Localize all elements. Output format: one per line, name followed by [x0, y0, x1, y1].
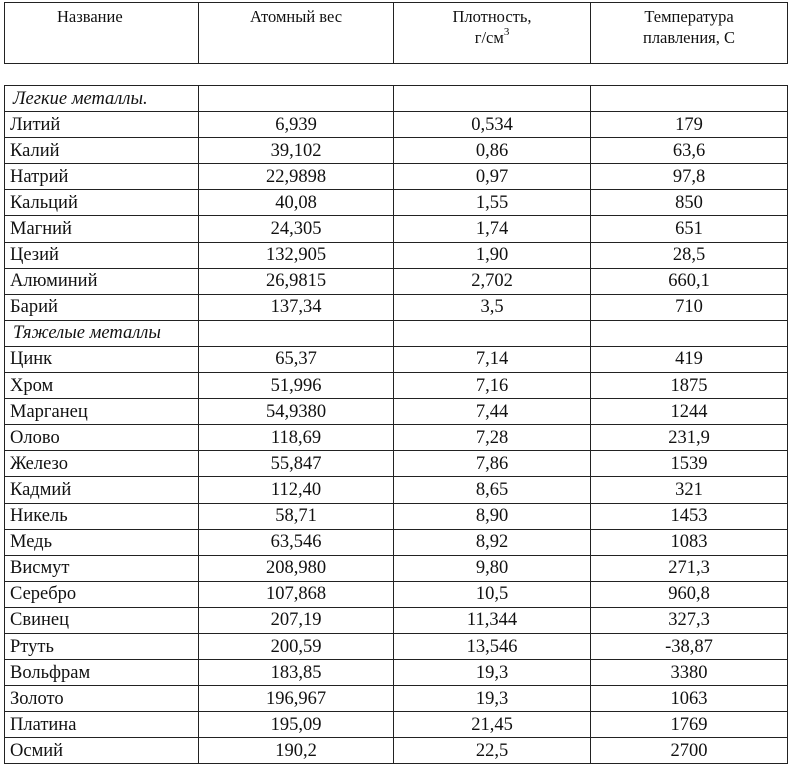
cell-melting: 179 [591, 112, 788, 138]
table-row [5, 529, 788, 555]
cell-density: 2,702 [394, 268, 591, 294]
cell-density: 1,90 [394, 242, 591, 268]
table-header [4, 2, 788, 64]
cell-density: 9,80 [394, 555, 591, 581]
cell-name: Кальций [5, 190, 199, 216]
cell-density: 7,16 [394, 373, 591, 399]
cell-weight: 190,2 [199, 738, 394, 764]
cell-name: Золото [5, 686, 199, 712]
cell-density: 8,90 [394, 503, 591, 529]
cell-weight: 132,905 [199, 242, 394, 268]
cell-density: 22,5 [394, 738, 591, 764]
table-row [5, 138, 788, 164]
cell-melting: 1539 [591, 451, 788, 477]
cell-weight: 183,85 [199, 660, 394, 686]
cell-name: Железо [5, 451, 199, 477]
header-name-label: Название [57, 7, 123, 26]
header-name [5, 3, 199, 64]
cell-melting: 1875 [591, 373, 788, 399]
cell-density: 0,86 [394, 138, 591, 164]
cell-density: 8,92 [394, 529, 591, 555]
cell-weight: 58,71 [199, 503, 394, 529]
metals-table-body [5, 86, 788, 764]
cell-weight: 39,102 [199, 138, 394, 164]
cell-name: Натрий [5, 164, 199, 190]
cell-melting: 271,3 [591, 555, 788, 581]
cell-weight: 137,34 [199, 294, 394, 320]
cell-density: 21,45 [394, 712, 591, 738]
empty-cell [199, 320, 394, 346]
cell-name: Свинец [5, 607, 199, 633]
table-row [5, 503, 788, 529]
cell-density: 11,344 [394, 607, 591, 633]
cell-weight: 112,40 [199, 477, 394, 503]
empty-cell [591, 320, 788, 346]
cell-density: 3,5 [394, 294, 591, 320]
cell-melting: 2700 [591, 738, 788, 764]
cell-density: 19,3 [394, 660, 591, 686]
table-row [5, 425, 788, 451]
cell-weight: 200,59 [199, 633, 394, 659]
cell-density: 7,44 [394, 399, 591, 425]
cell-density: 7,86 [394, 451, 591, 477]
cell-name: Висмут [5, 555, 199, 581]
cell-melting: 327,3 [591, 607, 788, 633]
cell-density: 1,55 [394, 190, 591, 216]
cell-melting: 419 [591, 346, 788, 372]
cell-melting: 651 [591, 216, 788, 242]
table-row [5, 268, 788, 294]
section-row [5, 320, 788, 346]
table-row [5, 581, 788, 607]
table-row [5, 555, 788, 581]
table-row [5, 112, 788, 138]
cell-density: 7,28 [394, 425, 591, 451]
cell-name: Калий [5, 138, 199, 164]
empty-cell [199, 86, 394, 112]
cell-melting: 3380 [591, 660, 788, 686]
header-melting [591, 3, 788, 64]
cell-name: Вольфрам [5, 660, 199, 686]
cell-weight: 65,37 [199, 346, 394, 372]
cell-melting: 28,5 [591, 242, 788, 268]
header-density-sup: 3 [503, 25, 510, 38]
cell-melting: 1769 [591, 712, 788, 738]
cell-density: 7,14 [394, 346, 591, 372]
cell-density: 13,546 [394, 633, 591, 659]
cell-density: 0,534 [394, 112, 591, 138]
cell-name: Цезий [5, 242, 199, 268]
header-row [5, 3, 788, 64]
table-row [5, 164, 788, 190]
header-density [394, 3, 591, 64]
cell-weight: 55,847 [199, 451, 394, 477]
cell-weight: 54,9380 [199, 399, 394, 425]
header-melting-line2: плавления, С [642, 28, 736, 47]
section-row [5, 86, 788, 112]
cell-melting: 1453 [591, 503, 788, 529]
cell-weight: 26,9815 [199, 268, 394, 294]
cell-weight: 195,09 [199, 712, 394, 738]
table-row [5, 373, 788, 399]
cell-melting: 660,1 [591, 268, 788, 294]
cell-name: Никель [5, 503, 199, 529]
cell-name: Медь [5, 529, 199, 555]
cell-weight: 51,996 [199, 373, 394, 399]
header-atomic-weight [199, 3, 394, 64]
cell-name: Осмий [5, 738, 199, 764]
cell-density: 8,65 [394, 477, 591, 503]
cell-name: Цинк [5, 346, 199, 372]
header-density-line2 [394, 27, 590, 48]
header-atomic-weight-label: Атомный вес [249, 7, 343, 26]
section-title: Легкие металлы. [5, 86, 199, 112]
section-title: Тяжелые металлы [5, 320, 199, 346]
table-row [5, 216, 788, 242]
table-row [5, 477, 788, 503]
cell-melting: 1083 [591, 529, 788, 555]
cell-name: Магний [5, 216, 199, 242]
cell-density: 19,3 [394, 686, 591, 712]
cell-name: Кадмий [5, 477, 199, 503]
table-row [5, 607, 788, 633]
cell-weight: 24,305 [199, 216, 394, 242]
header-density-unit: г/см [474, 28, 504, 47]
table-row [5, 451, 788, 477]
cell-density: 10,5 [394, 581, 591, 607]
cell-weight: 63,546 [199, 529, 394, 555]
cell-weight: 22,9898 [199, 164, 394, 190]
table-row [5, 399, 788, 425]
table-row [5, 346, 788, 372]
cell-melting: 850 [591, 190, 788, 216]
cell-melting: 321 [591, 477, 788, 503]
table-row [5, 633, 788, 659]
metals-table [4, 85, 788, 764]
cell-name: Алюминий [5, 268, 199, 294]
cell-weight: 40,08 [199, 190, 394, 216]
cell-name: Платина [5, 712, 199, 738]
table-row [5, 686, 788, 712]
cell-melting: 231,9 [591, 425, 788, 451]
table-row [5, 712, 788, 738]
header-density-line1: Плотность, [452, 7, 532, 26]
cell-name: Олово [5, 425, 199, 451]
cell-name: Марганец [5, 399, 199, 425]
cell-weight: 118,69 [199, 425, 394, 451]
cell-melting: 710 [591, 294, 788, 320]
cell-name: Хром [5, 373, 199, 399]
cell-melting: 1244 [591, 399, 788, 425]
table-row [5, 738, 788, 764]
cell-melting: -38,87 [591, 633, 788, 659]
cell-weight: 196,967 [199, 686, 394, 712]
table-row [5, 660, 788, 686]
cell-weight: 207,19 [199, 607, 394, 633]
cell-name: Серебро [5, 581, 199, 607]
cell-melting: 960,8 [591, 581, 788, 607]
header-melting-line1: Температура [644, 7, 734, 26]
cell-density: 0,97 [394, 164, 591, 190]
cell-density: 1,74 [394, 216, 591, 242]
table-row [5, 190, 788, 216]
empty-cell [394, 86, 591, 112]
cell-weight: 208,980 [199, 555, 394, 581]
cell-melting: 63,6 [591, 138, 788, 164]
cell-melting: 1063 [591, 686, 788, 712]
cell-name: Литий [5, 112, 199, 138]
cell-name: Ртуть [5, 633, 199, 659]
cell-weight: 6,939 [199, 112, 394, 138]
table-row [5, 294, 788, 320]
cell-melting: 97,8 [591, 164, 788, 190]
empty-cell [394, 320, 591, 346]
cell-name: Барий [5, 294, 199, 320]
cell-weight: 107,868 [199, 581, 394, 607]
empty-cell [591, 86, 788, 112]
table-row [5, 242, 788, 268]
